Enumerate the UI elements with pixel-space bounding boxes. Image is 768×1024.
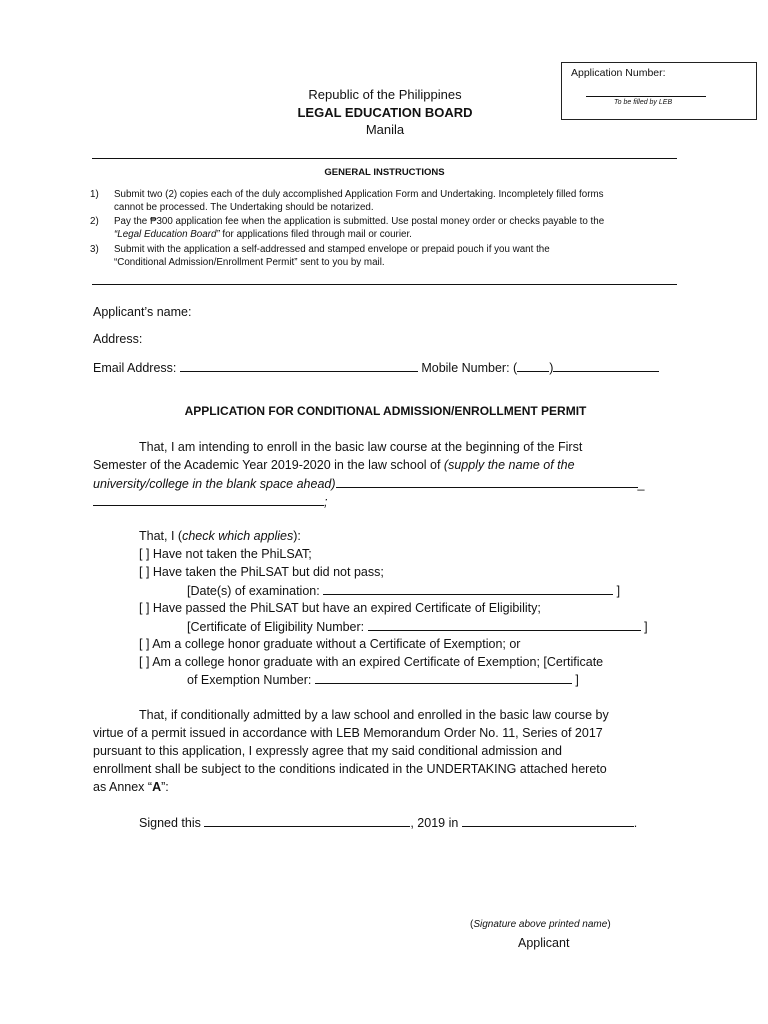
signature-note-text: Signature above printed name <box>473 919 608 930</box>
para1-line4-end: ; <box>324 495 328 509</box>
form-title: APPLICATION FOR CONDITIONAL ADMISSION/ENROLLMENT PERMIT <box>184 404 587 418</box>
annex-letter: A <box>152 780 162 794</box>
mobile-number-field[interactable] <box>553 360 659 372</box>
payee-name: “Legal Education Board” <box>114 229 220 240</box>
instruction-text-cont <box>114 228 676 241</box>
application-number-box <box>561 62 757 120</box>
checklist-intro-a: That, I ( <box>139 529 183 543</box>
instructions-title: GENERAL INSTRUCTIONS <box>324 167 445 178</box>
instruction-text-cont: “Conditional Admission/Enrollment Permit” sent to you by mail. <box>114 257 385 268</box>
instruction-item-3 <box>90 243 676 269</box>
signed-place-field[interactable] <box>462 815 634 827</box>
instruction-number: 2) <box>90 216 99 227</box>
para1-line4 <box>93 494 327 509</box>
mobile-label: Mobile Number: ( <box>421 361 518 375</box>
instruction-text: Submit two (2) copies each of the duly accomplished Application Form and Undertaking. Incompletely filled forms <box>114 189 604 200</box>
para2-line5-c: ”: <box>161 780 169 794</box>
para2-line1: That, if conditionally admitted by a law school and enrolled in the basic law course by <box>139 708 609 722</box>
para1-line2-italic: (supply the name of the <box>443 458 575 472</box>
checkbox-honor-no-exemption[interactable]: [ ] Am a college honor graduate without a Certificate of Exemption; or <box>139 637 521 651</box>
exam-date-row <box>187 583 620 598</box>
contact-row <box>93 360 659 375</box>
para1-line2 <box>93 458 575 472</box>
header-board: LEGAL EDUCATION BOARD <box>297 105 473 120</box>
address-label: Address: <box>93 332 143 346</box>
application-number-field[interactable] <box>586 96 706 97</box>
para1-line2-text: Semester of the Academic Year 2019-2020 in the law school of <box>93 458 444 472</box>
para1-line3-italic: university/college in the blank space ahead) <box>93 477 336 491</box>
instruction-text: Pay the ₱300 application fee when the application is submitted. Use postal money order or checks payable to the <box>114 216 605 227</box>
signed-row <box>139 815 637 830</box>
para2-line5-a: as Annex “ <box>93 780 153 794</box>
signed-year: , 2019 in <box>410 816 459 830</box>
exemption-number-field[interactable] <box>315 672 572 684</box>
checkbox-expired-eligibility[interactable]: [ ] Have passed the PhiLSAT but have an expired Certificate of Eligibility; <box>139 601 541 615</box>
para1-line1: That, I am intending to enroll in the basic law course at the beginning of the First <box>139 440 583 454</box>
para2-line4: enrollment shall be subject to the conditions indicated in the UNDERTAKING attached hereto <box>93 762 607 776</box>
para1-line3-end: _ <box>637 477 645 491</box>
exemption-number-close: ] <box>575 673 579 687</box>
para2-line2: virtue of a permit issued in accordance with LEB Memorandum Order No. 11, Series of 2017 <box>93 726 603 740</box>
instruction-text: Submit with the application a self-addressed and stamped envelope or prepaid pouch if you want the <box>114 244 550 255</box>
checklist-intro-b: check which applies <box>182 529 294 543</box>
instruction-number: 1) <box>90 189 99 200</box>
checkbox-not-taken[interactable]: [ ] Have not taken the PhiLSAT; <box>139 547 312 561</box>
email-label: Email Address: <box>93 361 177 375</box>
header-republic: Republic of the Philippines <box>308 87 462 102</box>
instruction-item-1 <box>90 188 676 214</box>
applicant-name-label: Applicant’s name: <box>93 305 192 319</box>
instruction-item-2 <box>90 215 676 241</box>
mobile-paren: ) <box>549 361 554 375</box>
signature-note-open: ( <box>470 919 474 930</box>
application-number-note: To be filled by LEB <box>614 99 673 106</box>
eligibility-number-field[interactable] <box>368 619 641 631</box>
eligibility-number-close: ] <box>644 620 648 634</box>
school-name-field[interactable] <box>336 476 638 488</box>
eligibility-number-label: [Certificate of Eligibility Number: <box>187 620 365 634</box>
exam-date-field[interactable] <box>323 583 613 595</box>
instruction-text-cont: cannot be processed. The Undertaking should be notarized. <box>114 202 374 213</box>
para1-line3 <box>93 476 644 491</box>
exam-date-close: ] <box>616 584 621 598</box>
instruction-text-rest: for applications filed through mail or courier. <box>219 229 412 240</box>
exemption-number-row <box>187 672 579 687</box>
divider-top <box>92 158 677 159</box>
signature-note-close: ) <box>607 919 611 930</box>
eligibility-number-row <box>187 619 648 634</box>
header-city: Manila <box>365 122 405 137</box>
para2-line5 <box>93 780 169 794</box>
signature-note <box>470 919 611 930</box>
signed-date-field[interactable] <box>204 815 410 827</box>
para2-line3: pursuant to this application, I expressly agree that my said conditional admission and <box>93 744 563 758</box>
email-field[interactable] <box>180 360 418 372</box>
checklist-intro-c: ): <box>293 529 301 543</box>
signed-end: . <box>633 816 638 830</box>
checkbox-honor-expired-exemption[interactable]: [ ] Am a college honor graduate with an expired Certificate of Exemption; [Certificate <box>139 655 604 669</box>
instruction-number: 3) <box>90 244 99 255</box>
application-number-label: Application Number: <box>571 67 666 79</box>
exam-date-label: [Date(s) of examination: <box>187 584 320 598</box>
checkbox-not-passed[interactable]: [ ] Have taken the PhiLSAT but did not pass; <box>139 565 384 579</box>
school-name-field-cont[interactable] <box>93 494 324 506</box>
signature-applicant-label: Applicant <box>518 936 570 950</box>
signed-label: Signed this <box>139 816 201 830</box>
mobile-area-code-field[interactable] <box>517 360 549 372</box>
divider-bottom <box>92 284 677 285</box>
checklist-intro <box>139 529 301 543</box>
exemption-number-label: of Exemption Number: <box>187 673 312 687</box>
